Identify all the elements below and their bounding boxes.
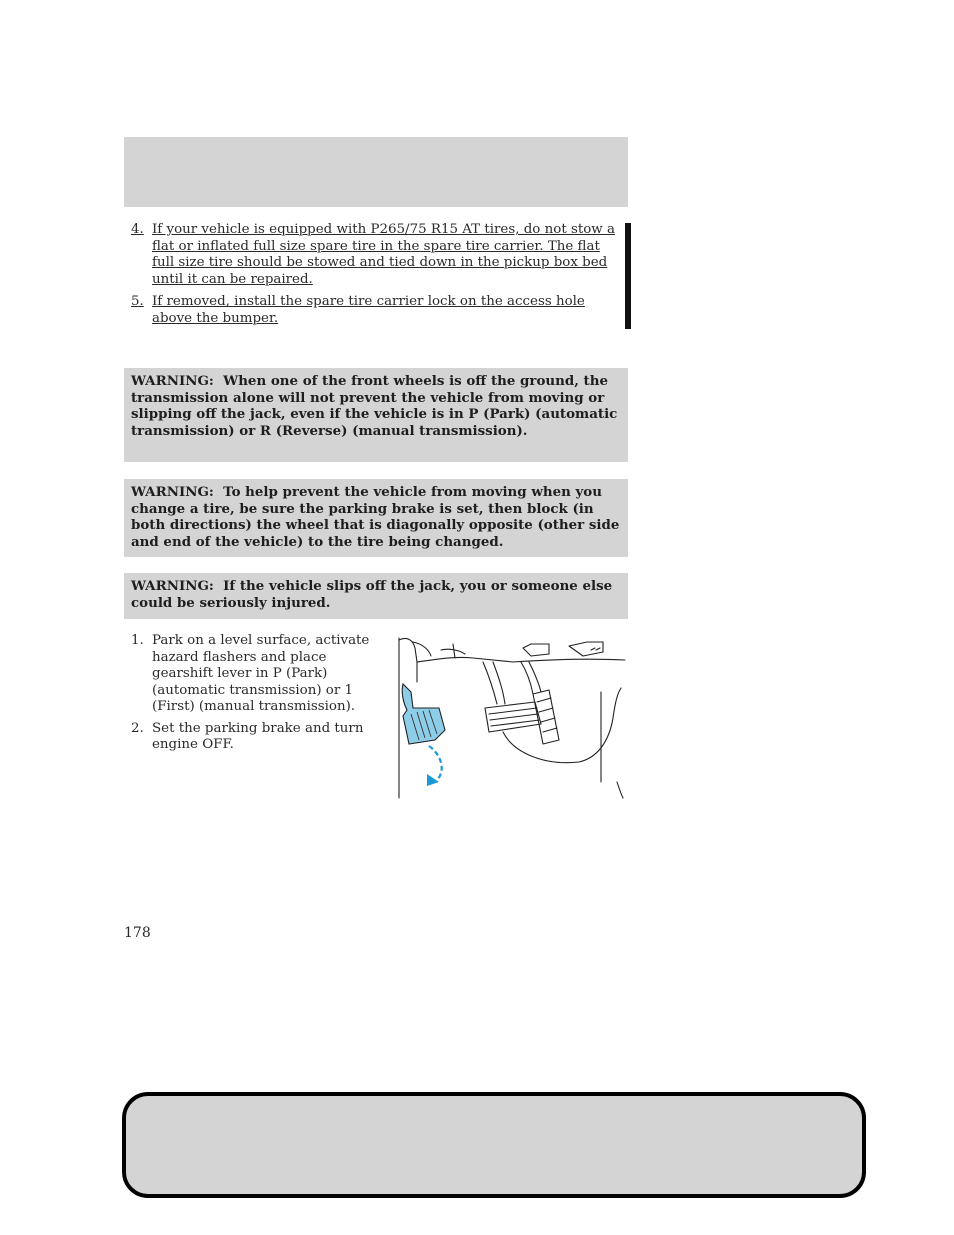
warning-box <box>124 573 628 619</box>
step-text: Park on a level surface, activate hazard flashers and place gearshift lever in P (Park) (automatic transmission) or 1 (First) (manual transmission). <box>152 633 370 714</box>
parking-brake-illustration <box>393 632 629 800</box>
switch-housing <box>523 644 549 656</box>
pad-ribs <box>489 708 540 726</box>
header-band <box>124 137 628 207</box>
footer-tab <box>122 1092 866 1198</box>
list-item <box>124 633 374 716</box>
step-number: 4. <box>131 222 144 237</box>
revision-bar <box>625 223 631 329</box>
floor-tunnel-line <box>503 688 621 763</box>
warning-text: To help prevent the vehicle from moving when you change a tire, be sure the parking brake is set, then block (in both directions) the wheel that is diagonally opposite (other side and end of the vehicle) to the tire being changed. <box>131 484 620 550</box>
clutch-pedal-arm <box>521 662 541 694</box>
list-item <box>124 222 624 288</box>
brake-pedal-arm <box>483 662 505 704</box>
step-text: If removed, install the spare tire carrier lock on the access hole above the bumper. <box>152 294 585 326</box>
press-arrow-icon <box>429 746 442 780</box>
warning-box <box>124 479 628 557</box>
pedal-mount <box>441 644 465 658</box>
warning-label: WARNING: <box>131 373 214 389</box>
step-number: 2. <box>131 720 144 736</box>
warning-text: If the vehicle slips off the jack, you or someone else could be seriously injured. <box>131 578 613 611</box>
step-text: If your vehicle is equipped with P265/75 R15 AT tires, do not stow a flat or inflated full size spare tire in the spare tire carrier. The flat full size tire should be stowed and tied down in the pickup box bed until it can be repaired. <box>152 222 615 287</box>
warning-label: WARNING: <box>131 484 214 500</box>
clutch-pedal-pad <box>533 690 559 744</box>
revised-step-list <box>124 222 624 334</box>
warning-label: WARNING: <box>131 578 214 594</box>
page-number: 178 <box>124 925 151 941</box>
list-item <box>124 294 624 327</box>
step-text: Set the parking brake and turn engine OFF. <box>152 720 364 752</box>
switch-detail <box>591 648 600 650</box>
warning-text: When one of the front wheels is off the ground, the transmission alone will not prevent the vehicle from moving or slipping off the jack, even if the vehicle is in P (Park) (automatic transmission) or R (Reverse) (manual transmission). <box>131 373 618 439</box>
step-number: 5. <box>131 294 144 310</box>
step-list <box>124 633 374 759</box>
warning-box <box>124 368 628 462</box>
arrowhead-icon <box>427 774 439 786</box>
step-number: 1. <box>131 633 144 648</box>
highlighted-brake-pedal <box>402 684 445 744</box>
floor-line <box>617 782 623 798</box>
list-item <box>124 721 374 754</box>
